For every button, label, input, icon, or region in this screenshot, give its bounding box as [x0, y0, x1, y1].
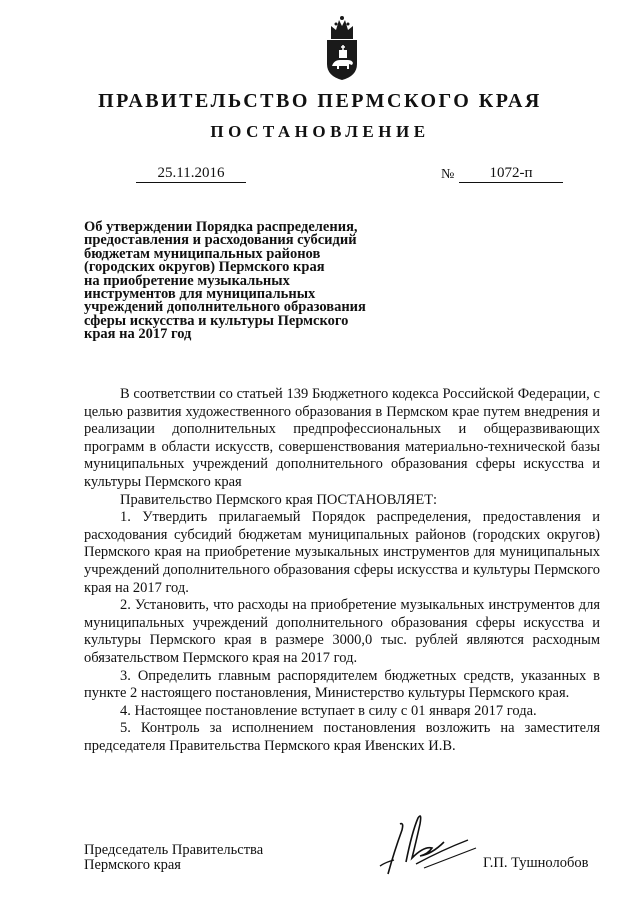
document-type: ПОСТАНОВЛЕНИЕ: [210, 122, 430, 141]
signer-position-line: Пермского края: [84, 857, 181, 873]
coat-of-arms-icon: [322, 12, 362, 82]
item-paragraph-1: 1. Утвердить прилагаемый Порядок распределения, предоставления и расходования субсидий бюджетам муниципальных районов (городских округов) Пермского края на приобретение музыкальных инструментов для муниципальных учреждений дополнительного образования сферы искусства и культуры Пермского края на 2017 год.: [84, 509, 600, 596]
subject-line: на приобретение музыкальных: [84, 272, 290, 289]
signer-name: Г.П. Тушнолобов: [483, 855, 589, 871]
document-number: 1072-п: [459, 164, 563, 183]
subject-line: края на 2017 год: [84, 326, 192, 343]
signer-position: [84, 843, 263, 873]
subject-line: сферы искусства и культуры Пермского: [84, 312, 349, 329]
subject-line: бюджетам муниципальных районов: [84, 245, 321, 262]
item-paragraph-4: 4. Настоящее постановление вступает в силу с 01 января 2017 года.: [120, 702, 537, 719]
document-date: 25.11.2016: [136, 164, 246, 183]
subject-line: Об утверждении Порядка распределения,: [84, 219, 358, 235]
resolves-paragraph: Правительство Пермского края ПОСТАНОВЛЯЕТ:: [120, 491, 438, 508]
item-paragraph-3: 3. Определить главным распорядителем бюджетных средств, указанных в пункте 2 настоящего постановления, Министерство культуры Пермского края.: [84, 667, 600, 702]
item-paragraph-2: 2. Установить, что расходы на приобретение музыкальных инструментов для муниципальных учреждений дополнительного образования сферы искусства и культуры Пермского края в размере 3000,0 тыс. рублей являются расходным обязательством Пермского края на 2017 год.: [84, 597, 600, 666]
signer-position-line: Председатель Правительства: [84, 842, 264, 858]
document-subject: [84, 221, 384, 342]
document-body: [84, 386, 600, 755]
subject-line: учреждений дополнительного образования: [84, 299, 366, 316]
number-sign: №: [441, 167, 455, 182]
subject-line: инструментов для муниципальных: [84, 286, 316, 303]
subject-line: предоставления и расходования субсидий: [84, 232, 357, 249]
subject-line: (городских округов) Пермского края: [84, 259, 325, 276]
handwritten-signature: [372, 802, 482, 882]
item-paragraph-5: 5. Контроль за исполнением постановления возложить на заместителя председателя Правительства Пермского края Ивенских И.В.: [84, 720, 600, 754]
preamble-paragraph: В соответствии со статьей 139 Бюджетного кодекса Российской Федерации, с целью развития художественного образования в Пермском крае путем внедрения и реализации дополнительных предпрофессиональных и общеразвивающих программ в области искусств, совершенствования материально-технической базы муниципальных учреждений дополнительного образования сферы искусства и культуры Пермского края: [84, 386, 600, 490]
government-title: ПРАВИТЕЛЬСТВО ПЕРМСКОГО КРАЯ: [98, 90, 542, 112]
